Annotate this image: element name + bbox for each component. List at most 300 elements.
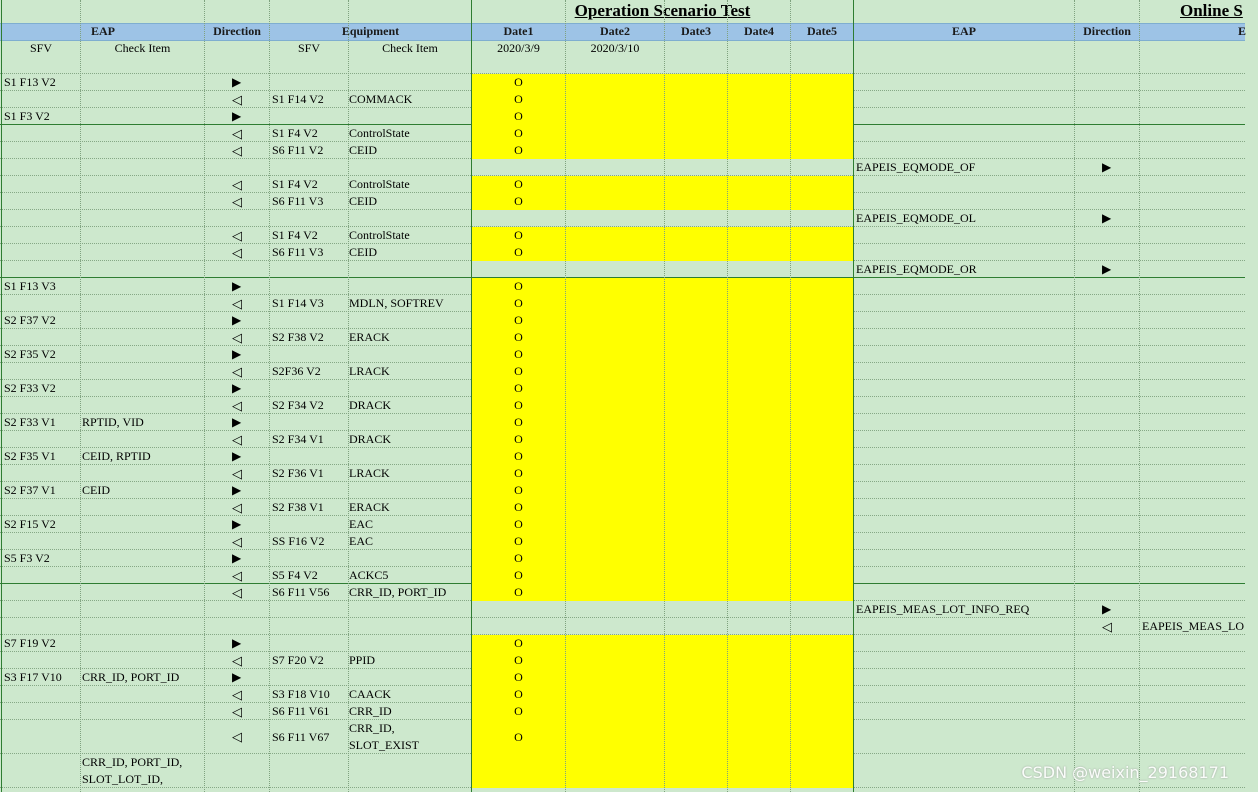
date1-result-cell[interactable]: O <box>514 432 523 446</box>
equipment-check-item-cell[interactable] <box>349 414 471 431</box>
equipment-item-right-cell[interactable] <box>1142 244 1252 261</box>
equipment-sfv-cell[interactable] <box>272 210 348 227</box>
eap-sfv-cell[interactable] <box>4 431 80 448</box>
eap-sfv-cell[interactable]: S2 F37 V1 <box>4 483 56 497</box>
equipment-item-right-cell[interactable] <box>1142 380 1252 397</box>
eap-check-item-cell[interactable] <box>82 261 204 278</box>
eap-message-right-cell[interactable] <box>856 618 1074 635</box>
equipment-sfv-cell[interactable]: S2 F34 V1 <box>272 432 324 446</box>
equipment-check-item-cell[interactable]: CEID <box>349 194 377 208</box>
date1-result-cell[interactable]: O <box>514 517 523 531</box>
equipment-check-item-cell[interactable] <box>349 210 471 227</box>
eap-check-item-cell[interactable] <box>82 244 204 261</box>
eap-check-item-cell[interactable]: CEID, RPTID <box>82 449 151 463</box>
equipment-sfv-cell[interactable]: S1 F14 V3 <box>272 296 324 310</box>
equipment-sfv-cell[interactable] <box>272 669 348 686</box>
equipment-check-item-cell[interactable] <box>349 550 471 567</box>
date1-result-cell[interactable]: O <box>514 296 523 310</box>
date1-result-cell[interactable]: O <box>514 330 523 344</box>
eap-sfv-cell[interactable] <box>4 567 80 584</box>
equipment-check-item-cell[interactable]: CRR_ID, PORT_ID <box>349 585 447 599</box>
eap-check-item-cell[interactable] <box>82 499 204 516</box>
equipment-check-item-cell[interactable]: CRR_ID, SLOT_EXIST <box>349 721 419 752</box>
equipment-item-right-cell[interactable] <box>1142 703 1252 720</box>
eap-check-item-cell[interactable] <box>82 431 204 448</box>
equipment-check-item-cell[interactable]: PPID <box>349 653 376 667</box>
equipment-item-right-cell[interactable] <box>1142 533 1252 550</box>
header-date2[interactable]: Date2 <box>600 24 630 38</box>
eap-sfv-cell[interactable] <box>4 584 80 601</box>
date1-result-cell[interactable] <box>472 618 565 635</box>
date1-result-cell[interactable]: O <box>514 75 523 89</box>
equipment-check-item-cell[interactable] <box>349 618 471 635</box>
date1-result-cell[interactable]: O <box>514 730 523 744</box>
eap-message-right-cell[interactable] <box>856 227 1074 244</box>
eap-sfv-cell[interactable]: S7 F19 V2 <box>4 636 56 650</box>
eap-sfv-cell[interactable]: S2 F33 V2 <box>4 381 56 395</box>
eap-sfv-cell[interactable] <box>4 244 80 261</box>
equipment-item-right-cell[interactable] <box>1142 261 1252 278</box>
equipment-sfv-cell[interactable]: S5 F4 V2 <box>272 568 318 582</box>
eap-sfv-cell[interactable] <box>4 465 80 482</box>
eap-message-right-cell[interactable] <box>856 363 1074 380</box>
eap-check-item-cell[interactable] <box>82 159 204 176</box>
eap-sfv-cell[interactable] <box>4 686 80 703</box>
eap-message-right-cell[interactable]: EAPEIS_MEAS_LOT_INFO_REQ <box>856 602 1030 616</box>
equipment-sfv-cell[interactable] <box>272 754 348 788</box>
eap-sfv-cell[interactable] <box>4 397 80 414</box>
equipment-check-item-cell[interactable]: CEID <box>349 143 377 157</box>
equipment-check-item-cell[interactable] <box>349 312 471 329</box>
equipment-check-item-cell[interactable] <box>349 380 471 397</box>
eap-message-right-cell[interactable] <box>856 295 1074 312</box>
eap-sfv-cell[interactable] <box>4 703 80 720</box>
direction-right-send-arrow-icon: ▶ <box>1102 211 1112 225</box>
equipment-check-item-cell[interactable]: ERACK <box>349 330 390 344</box>
equipment-check-item-cell[interactable]: ERACK <box>349 500 390 514</box>
eap-message-right-cell[interactable] <box>856 142 1074 159</box>
equipment-sfv-cell[interactable] <box>272 159 348 176</box>
eap-check-item-cell[interactable] <box>82 550 204 567</box>
equipment-item-right-cell[interactable] <box>1142 74 1252 91</box>
table-row <box>0 448 1245 465</box>
equipment-item-right-cell[interactable] <box>1142 329 1252 346</box>
header-direction-right[interactable]: Direction <box>1083 24 1131 38</box>
equipment-item-right-cell[interactable] <box>1142 397 1252 414</box>
equipment-item-right-cell[interactable] <box>1142 312 1252 329</box>
eap-check-item-cell[interactable] <box>82 703 204 720</box>
eap-check-item-cell[interactable] <box>82 618 204 635</box>
header-cut-right[interactable]: E <box>1238 24 1247 38</box>
eap-check-item-cell[interactable] <box>82 312 204 329</box>
eap-message-right-cell[interactable] <box>856 57 1074 74</box>
date1-result-cell[interactable] <box>472 601 565 618</box>
date1-result-cell[interactable]: O <box>514 364 523 378</box>
equipment-sfv-cell[interactable]: S6 F11 V3 <box>272 245 324 259</box>
direction-send-arrow-icon: ▶ <box>232 449 242 463</box>
equipment-item-right-cell[interactable] <box>1142 227 1252 244</box>
date1-result-cell[interactable]: O <box>514 347 523 361</box>
eap-message-right-cell[interactable] <box>856 720 1074 754</box>
eap-message-right-cell[interactable] <box>856 397 1074 414</box>
eap-message-right-cell[interactable] <box>856 652 1074 669</box>
eap-check-item-cell[interactable] <box>82 176 204 193</box>
equipment-check-item-cell[interactable] <box>349 261 471 278</box>
eap-check-item-cell[interactable] <box>82 329 204 346</box>
eap-check-item-cell[interactable] <box>82 278 204 295</box>
equipment-item-right-cell[interactable] <box>1142 516 1252 533</box>
equipment-item-right-cell[interactable] <box>1142 584 1252 601</box>
equipment-check-item-cell[interactable]: DRACK <box>349 398 392 412</box>
eap-sfv-cell[interactable] <box>4 652 80 669</box>
equipment-item-right-cell[interactable] <box>1142 669 1252 686</box>
date1-result-cell[interactable] <box>472 210 565 227</box>
equipment-sfv-cell[interactable] <box>272 57 348 74</box>
equipment-item-right-cell[interactable] <box>1142 363 1252 380</box>
equipment-item-right-cell[interactable] <box>1142 720 1252 754</box>
eap-sfv-cell[interactable] <box>4 533 80 550</box>
eap-message-right-cell[interactable] <box>856 329 1074 346</box>
eap-sfv-cell[interactable] <box>4 210 80 227</box>
date1-result-cell[interactable]: O <box>514 636 523 650</box>
equipment-check-item-cell[interactable] <box>349 754 471 788</box>
equipment-sfv-cell[interactable]: S6 F11 V67 <box>272 730 330 744</box>
eap-check-item-cell[interactable] <box>82 397 204 414</box>
eap-message-right-cell[interactable] <box>856 499 1074 516</box>
eap-sfv-cell[interactable]: S2 F15 V2 <box>4 517 56 531</box>
eap-message-right-cell[interactable]: EAPEIS_EQMODE_OR <box>856 262 977 276</box>
date1-result-cell[interactable]: O <box>514 466 523 480</box>
eap-sfv-cell[interactable] <box>4 754 80 788</box>
eap-check-item-cell[interactable] <box>82 601 204 618</box>
equipment-sfv-cell[interactable] <box>272 635 348 652</box>
eap-message-right-cell[interactable] <box>856 703 1074 720</box>
eap-check-item-cell[interactable] <box>82 686 204 703</box>
date1-result-cell[interactable]: O <box>514 483 523 497</box>
equipment-item-right-cell[interactable] <box>1142 635 1252 652</box>
date1-result-cell[interactable]: O <box>514 568 523 582</box>
eap-check-item-cell[interactable] <box>82 465 204 482</box>
eap-check-item-cell[interactable] <box>82 142 204 159</box>
date1-result-cell[interactable] <box>472 754 565 788</box>
equipment-check-item-cell[interactable]: ControlState <box>349 126 410 140</box>
eap-sfv-cell[interactable]: S1 F3 V2 <box>4 109 50 123</box>
eap-check-item-cell[interactable] <box>82 210 204 227</box>
equipment-sfv-cell[interactable]: S2 F34 V2 <box>272 398 324 412</box>
equipment-item-right-cell[interactable] <box>1142 601 1252 618</box>
eap-message-right-cell[interactable] <box>856 465 1074 482</box>
date1-result-cell[interactable] <box>472 261 565 278</box>
equipment-item-right-cell[interactable] <box>1142 465 1252 482</box>
date1-result-cell[interactable]: O <box>514 449 523 463</box>
eap-message-right-cell[interactable] <box>856 567 1074 584</box>
eap-sfv-cell[interactable] <box>4 329 80 346</box>
equipment-check-item-cell[interactable] <box>349 108 471 125</box>
date1-result-cell[interactable]: O <box>514 670 523 684</box>
equipment-sfv-cell[interactable]: SS F16 V2 <box>272 534 325 548</box>
equipment-sfv-cell[interactable] <box>272 448 348 465</box>
equipment-sfv-cell[interactable]: S2 F38 V1 <box>272 500 324 514</box>
equipment-item-right-cell[interactable]: EAPEIS_MEAS_LO <box>1142 619 1245 633</box>
eap-message-right-cell[interactable] <box>856 482 1074 499</box>
equipment-check-item-cell[interactable]: ControlState <box>349 177 410 191</box>
equipment-sfv-cell[interactable] <box>272 380 348 397</box>
equipment-sfv-cell[interactable]: S3 F18 V10 <box>272 687 330 701</box>
equipment-check-item-cell[interactable]: ControlState <box>349 228 410 242</box>
eap-message-right-cell[interactable] <box>856 635 1074 652</box>
equipment-item-right-cell[interactable] <box>1142 91 1252 108</box>
eap-check-item-cell[interactable] <box>82 346 204 363</box>
equipment-item-right-cell[interactable] <box>1142 448 1252 465</box>
eap-check-item-cell[interactable]: CRR_ID, PORT_ID, SLOT_LOT_ID, <box>82 755 183 786</box>
eap-message-right-cell[interactable] <box>856 278 1074 295</box>
eap-sfv-cell[interactable] <box>4 363 80 380</box>
equipment-sfv-cell[interactable]: S1 F4 V2 <box>272 177 318 191</box>
eap-check-item-cell[interactable] <box>82 295 204 312</box>
eap-check-item-cell[interactable]: RPTID, VID <box>82 415 144 429</box>
equipment-check-item-cell[interactable] <box>349 482 471 499</box>
eap-message-right-cell[interactable] <box>856 669 1074 686</box>
eap-sfv-cell[interactable] <box>4 601 80 618</box>
equipment-check-item-cell[interactable]: CEID <box>349 245 377 259</box>
equipment-item-right-cell[interactable] <box>1142 686 1252 703</box>
equipment-check-item-cell[interactable]: ACKC5 <box>349 568 389 582</box>
equipment-check-item-cell[interactable] <box>349 57 471 74</box>
header-date3[interactable]: Date3 <box>681 24 711 38</box>
eap-sfv-cell[interactable]: S1 F13 V2 <box>4 75 56 89</box>
equipment-item-right-cell[interactable] <box>1142 193 1252 210</box>
eap-message-right-cell[interactable]: EAPEIS_EQMODE_OL <box>856 211 976 225</box>
eap-message-right-cell[interactable] <box>856 244 1074 261</box>
eap-message-right-cell[interactable] <box>856 584 1074 601</box>
eap-sfv-cell[interactable]: S2 F35 V1 <box>4 449 56 463</box>
date1-result-cell[interactable]: O <box>514 687 523 701</box>
equipment-sfv-cell[interactable] <box>272 74 348 91</box>
eap-message-right-cell[interactable] <box>856 550 1074 567</box>
direction-reply-arrow-icon: ◁ <box>232 126 242 141</box>
equipment-sfv-cell[interactable]: S6 F11 V3 <box>272 194 324 208</box>
date1-result-cell[interactable]: O <box>514 126 523 140</box>
date1-result-cell[interactable]: O <box>514 143 523 157</box>
date1-result-cell[interactable]: O <box>514 177 523 191</box>
equipment-check-item-cell[interactable] <box>349 278 471 295</box>
eap-check-item-cell[interactable] <box>82 125 204 142</box>
eap-sfv-cell[interactable] <box>4 193 80 210</box>
eap-message-right-cell[interactable]: EAPEIS_EQMODE_OF <box>856 160 976 174</box>
equipment-check-item-cell[interactable] <box>349 601 471 618</box>
date1-result-cell[interactable]: O <box>514 415 523 429</box>
eap-check-item-cell[interactable] <box>82 74 204 91</box>
equipment-sfv-cell[interactable] <box>272 414 348 431</box>
eap-message-right-cell[interactable] <box>856 516 1074 533</box>
header-date4[interactable]: Date4 <box>744 24 774 38</box>
equipment-sfv-cell[interactable]: S1 F4 V2 <box>272 228 318 242</box>
equipment-item-right-cell[interactable] <box>1142 482 1252 499</box>
equipment-check-item-cell[interactable] <box>349 346 471 363</box>
equipment-sfv-cell[interactable]: S6 F11 V2 <box>272 143 324 157</box>
eap-check-item-cell[interactable] <box>82 193 204 210</box>
equipment-sfv-cell[interactable]: S2 F38 V2 <box>272 330 324 344</box>
eap-sfv-cell[interactable] <box>4 159 80 176</box>
date1-result-cell[interactable]: O <box>514 534 523 548</box>
eap-check-item-cell[interactable] <box>82 516 204 533</box>
equipment-sfv-cell[interactable]: S6 F11 V56 <box>272 585 330 599</box>
equipment-check-item-cell[interactable]: EAC <box>349 517 373 531</box>
equipment-item-right-cell[interactable] <box>1142 431 1252 448</box>
eap-sfv-cell[interactable]: S2 F35 V2 <box>4 347 56 361</box>
date1-result-cell[interactable]: O <box>514 398 523 412</box>
equipment-sfv-cell[interactable] <box>272 261 348 278</box>
equipment-sfv-cell[interactable] <box>272 312 348 329</box>
date1-result-cell[interactable]: O <box>514 704 523 718</box>
eap-message-right-cell[interactable] <box>856 380 1074 397</box>
eap-message-right-cell[interactable] <box>856 108 1074 125</box>
equipment-item-right-cell[interactable] <box>1142 652 1252 669</box>
equipment-item-right-cell[interactable] <box>1142 295 1252 312</box>
date1-result-cell[interactable]: O <box>514 585 523 599</box>
eap-check-item-cell[interactable] <box>82 584 204 601</box>
equipment-check-item-cell[interactable] <box>349 159 471 176</box>
equipment-sfv-cell[interactable]: S1 F4 V2 <box>272 126 318 140</box>
equipment-item-right-cell[interactable] <box>1142 499 1252 516</box>
equipment-item-right-cell[interactable] <box>1142 159 1252 176</box>
equipment-item-right-cell[interactable] <box>1142 142 1252 159</box>
eap-sfv-cell[interactable] <box>4 295 80 312</box>
date1-result-cell[interactable]: O <box>514 500 523 514</box>
equipment-sfv-cell[interactable] <box>272 482 348 499</box>
equipment-item-right-cell[interactable] <box>1142 125 1252 142</box>
eap-check-item-cell[interactable] <box>82 380 204 397</box>
equipment-check-item-cell[interactable] <box>349 669 471 686</box>
equipment-item-right-cell[interactable] <box>1142 210 1252 227</box>
eap-sfv-cell[interactable]: S2 F33 V1 <box>4 415 56 429</box>
eap-message-right-cell[interactable] <box>856 533 1074 550</box>
header-eap[interactable]: EAP <box>91 24 115 38</box>
eap-check-item-cell[interactable] <box>82 227 204 244</box>
eap-sfv-cell[interactable] <box>4 57 80 74</box>
date1-result-cell[interactable]: O <box>514 228 523 242</box>
eap-message-right-cell[interactable] <box>856 312 1074 329</box>
date1-result-cell[interactable]: O <box>514 279 523 293</box>
equipment-sfv-cell[interactable] <box>272 516 348 533</box>
header-date1[interactable]: Date1 <box>503 24 534 38</box>
equipment-sfv-cell[interactable]: S7 F20 V2 <box>272 653 324 667</box>
eap-message-right-cell[interactable] <box>856 414 1074 431</box>
equipment-check-item-cell[interactable] <box>349 448 471 465</box>
eap-sfv-cell[interactable] <box>4 125 80 142</box>
eap-message-right-cell[interactable] <box>856 91 1074 108</box>
equipment-sfv-cell[interactable] <box>272 618 348 635</box>
eap-check-item-cell[interactable] <box>82 57 204 74</box>
equipment-check-item-cell[interactable]: CAACK <box>349 687 392 701</box>
date1-result-cell[interactable]: O <box>514 109 523 123</box>
eap-sfv-cell[interactable]: S5 F3 V2 <box>4 551 50 565</box>
equipment-sfv-cell[interactable]: S6 F11 V61 <box>272 704 330 718</box>
eap-sfv-cell[interactable] <box>4 618 80 635</box>
header-equipment[interactable]: Equipment <box>341 24 400 38</box>
eap-check-item-cell[interactable] <box>82 652 204 669</box>
date1-result-cell[interactable]: O <box>514 381 523 395</box>
equipment-check-item-cell[interactable] <box>349 635 471 652</box>
equipment-sfv-cell[interactable] <box>272 550 348 567</box>
eap-message-right-cell[interactable] <box>856 74 1074 91</box>
equipment-item-right-cell[interactable] <box>1142 414 1252 431</box>
eap-check-item-cell[interactable]: CEID <box>82 483 110 497</box>
eap-message-right-cell[interactable] <box>856 125 1074 142</box>
date1-result-cell[interactable]: O <box>514 551 523 565</box>
eap-sfv-cell[interactable]: S3 F17 V10 <box>4 670 62 684</box>
date1-result-cell[interactable]: O <box>514 194 523 208</box>
equipment-item-right-cell[interactable] <box>1142 567 1252 584</box>
equipment-check-item-cell[interactable]: MDLN, SOFTREV <box>349 296 444 310</box>
date1-result-cell[interactable]: O <box>514 245 523 259</box>
eap-check-item-cell[interactable] <box>82 635 204 652</box>
eap-sfv-cell[interactable] <box>4 499 80 516</box>
eap-message-right-cell[interactable] <box>856 686 1074 703</box>
eap-check-item-cell[interactable]: CRR_ID, PORT_ID <box>82 670 180 684</box>
equipment-sfv-cell[interactable] <box>272 108 348 125</box>
eap-sfv-cell[interactable] <box>4 261 80 278</box>
eap-sfv-cell[interactable]: S2 F37 V2 <box>4 313 56 327</box>
date1-result-cell[interactable] <box>472 159 565 176</box>
eap-check-item-cell[interactable] <box>82 108 204 125</box>
equipment-check-item-cell[interactable]: LRACK <box>349 364 390 378</box>
equipment-item-right-cell[interactable] <box>1142 108 1252 125</box>
header-date5[interactable]: Date5 <box>807 24 837 38</box>
date1-result-cell[interactable] <box>472 57 565 74</box>
equipment-check-item-cell[interactable]: COMMACK <box>349 92 413 106</box>
eap-message-right-cell[interactable] <box>856 176 1074 193</box>
equipment-check-item-cell[interactable]: DRACK <box>349 432 392 446</box>
equipment-item-right-cell[interactable] <box>1142 346 1252 363</box>
eap-sfv-cell[interactable]: S1 F13 V3 <box>4 279 56 293</box>
equipment-check-item-cell[interactable] <box>349 74 471 91</box>
date1-result-cell[interactable]: O <box>514 313 523 327</box>
eap-message-right-cell[interactable] <box>856 448 1074 465</box>
eap-sfv-cell[interactable] <box>4 720 80 754</box>
equipment-item-right-cell[interactable] <box>1142 550 1252 567</box>
eap-sfv-cell[interactable] <box>4 91 80 108</box>
header-direction[interactable]: Direction <box>213 24 261 38</box>
eap-check-item-cell[interactable] <box>82 720 204 754</box>
equipment-item-right-cell[interactable] <box>1142 57 1252 74</box>
eap-sfv-cell[interactable] <box>4 176 80 193</box>
equipment-sfv-cell[interactable] <box>272 346 348 363</box>
eap-sfv-cell[interactable] <box>4 142 80 159</box>
date1-result-cell[interactable]: O <box>514 92 523 106</box>
equipment-item-right-cell[interactable] <box>1142 176 1252 193</box>
eap-message-right-cell[interactable] <box>856 193 1074 210</box>
date1-result-cell[interactable]: O <box>514 653 523 667</box>
eap-message-right-cell[interactable] <box>856 346 1074 363</box>
eap-check-item-cell[interactable] <box>82 533 204 550</box>
equipment-sfv-cell[interactable] <box>272 601 348 618</box>
eap-check-item-cell[interactable] <box>82 567 204 584</box>
equipment-sfv-cell[interactable]: S2F36 V2 <box>272 364 321 378</box>
equipment-check-item-cell[interactable]: EAC <box>349 534 373 548</box>
eap-message-right-cell[interactable] <box>856 431 1074 448</box>
equipment-check-item-cell[interactable]: LRACK <box>349 466 390 480</box>
equipment-sfv-cell[interactable]: S2 F36 V1 <box>272 466 324 480</box>
eap-check-item-cell[interactable] <box>82 91 204 108</box>
eap-check-item-cell[interactable] <box>82 363 204 380</box>
equipment-check-item-cell[interactable]: CRR_ID <box>349 704 392 718</box>
header-eap-right[interactable]: EAP <box>952 24 976 38</box>
equipment-sfv-cell[interactable]: S1 F14 V2 <box>272 92 324 106</box>
equipment-sfv-cell[interactable] <box>272 278 348 295</box>
equipment-item-right-cell[interactable] <box>1142 278 1252 295</box>
eap-sfv-cell[interactable] <box>4 227 80 244</box>
